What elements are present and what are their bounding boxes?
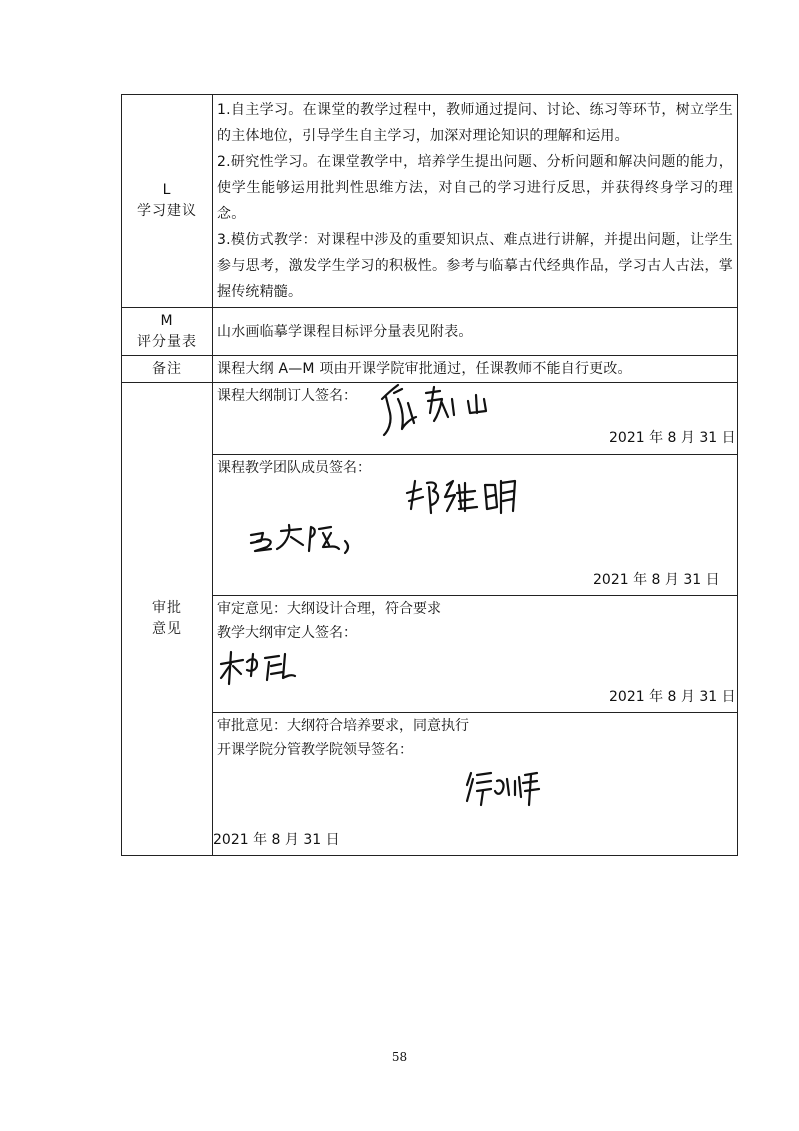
dean-signature-image — [463, 765, 543, 809]
row-title-grading-scale: 评分量表 — [137, 333, 197, 350]
advice-paragraph-3: 3.模仿式教学：对课程中涉及的重要知识点、难点进行讲解，并提出问题，让学生参与思考，激发学生学习的积极性。参考与临摹古代经典作品，学习古人古法，掌握传统精髓。 — [217, 232, 733, 300]
grading-scale-content — [213, 308, 738, 356]
learning-advice-content — [213, 95, 738, 308]
reviewer-opinion: 审定意见：大纲设计合理，符合要求 — [217, 601, 441, 617]
approval-block-2 — [213, 455, 738, 596]
row-code-m: M — [160, 312, 174, 329]
row-grading-scale — [122, 308, 738, 356]
approval-block-4 — [213, 713, 738, 856]
grading-scale-text: 山水画临摹学课程目标评分量表见附表。 — [217, 323, 473, 340]
approval-block-3 — [213, 596, 738, 713]
team-signature-date: 2021 年 8 月 31 日 — [593, 572, 720, 588]
remark-text: 课程大纲 A—M 项由开课学院审批通过，任课教师不能自行更改。 — [217, 361, 632, 377]
advice-paragraph-2: 2.研究性学习。在课堂教学中，培养学生提出问题、分析问题和解决问题的能力，使学生能够运用批判性思维方法，对自己的学习进行反思，并获得终身学习的理念。 — [217, 154, 733, 222]
drafter-signature-date: 2021 年 8 月 31 日 — [609, 430, 736, 446]
row-label-approval — [122, 383, 213, 856]
approval-label-line2: 意见 — [152, 621, 182, 637]
advice-paragraph-1: 1.自主学习。在课堂的教学过程中，教师通过提问、讨论、练习等环节，树立学生的主体地位，引导学生自主学习，加深对理论知识的理解和运用。 — [217, 102, 733, 144]
team-signature-title: 课程教学团队成员签名： — [217, 460, 371, 476]
page-number: 58 — [391, 1050, 408, 1064]
approval-row-1 — [122, 383, 738, 455]
row-learning-advice — [122, 95, 738, 308]
team-signature-image-2 — [247, 515, 367, 559]
row-label-grading-scale — [122, 308, 213, 356]
dean-signature-title: 开课学院分管教学院领导签名： — [217, 742, 413, 758]
dean-signature-date: 2021 年 8 月 31 日 — [213, 832, 340, 848]
reviewer-signature-title: 教学大纲审定人签名： — [217, 625, 357, 641]
reviewer-signature-date: 2021 年 8 月 31 日 — [609, 689, 736, 705]
row-title-learning-advice: 学习建议 — [137, 203, 197, 219]
row-title-remark: 备注 — [152, 360, 182, 377]
reviewer-signature-image — [217, 644, 307, 688]
approval-row-4 — [122, 713, 738, 856]
approval-block-1 — [213, 383, 738, 455]
drafter-signature-title: 课程大纲制订人签名： — [217, 388, 357, 404]
approval-row-3 — [122, 596, 738, 713]
dean-opinion: 审批意见：大纲符合培养要求，同意执行 — [217, 718, 469, 734]
row-label-remark — [122, 356, 213, 383]
approval-label-line1: 审批 — [152, 600, 182, 616]
approval-row-2 — [122, 455, 738, 596]
drafter-signature-image — [368, 373, 498, 443]
team-signature-image-1 — [401, 471, 521, 521]
syllabus-table — [121, 94, 738, 856]
row-label-learning-advice — [122, 95, 213, 308]
row-code-l: L — [162, 182, 172, 198]
